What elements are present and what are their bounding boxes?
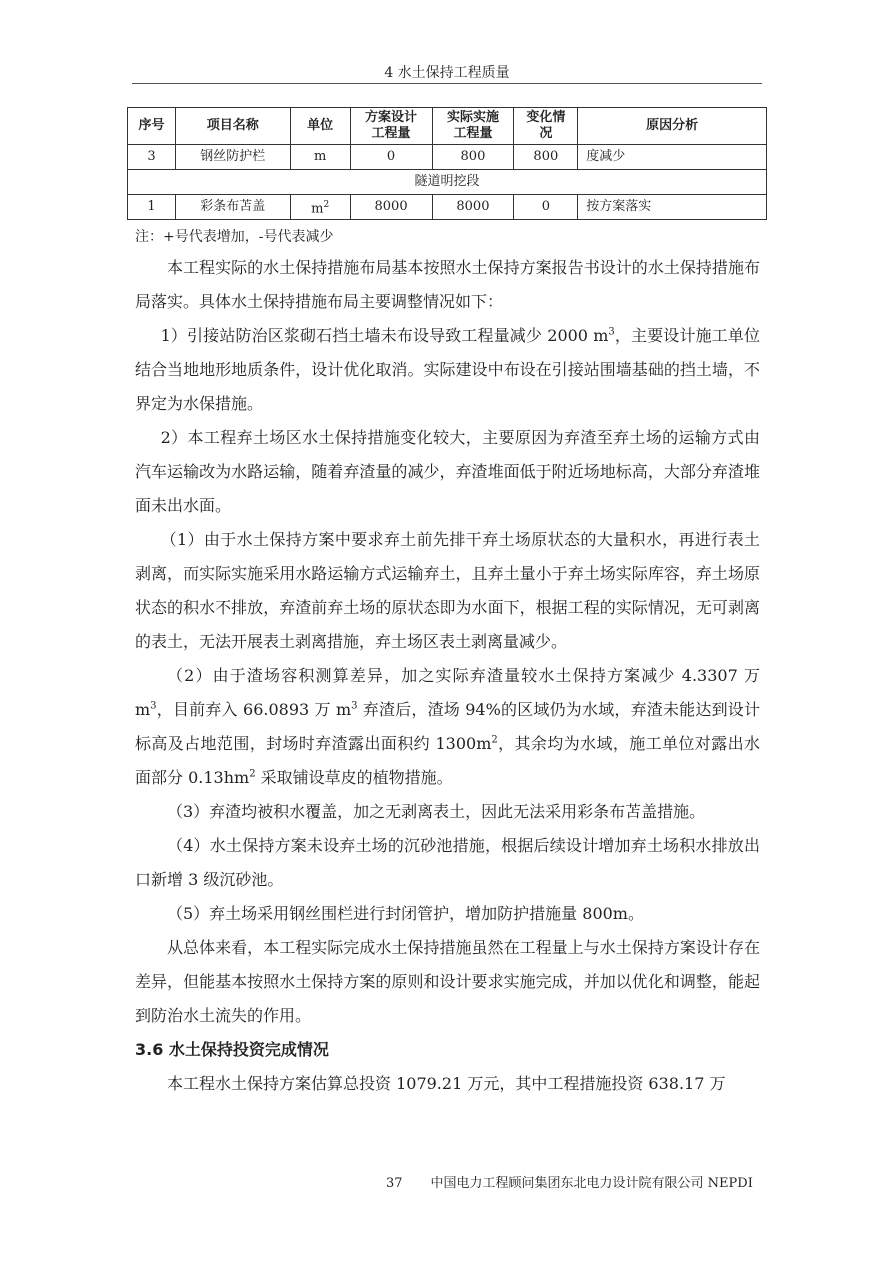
cell-design: 8000 xyxy=(350,195,432,220)
paragraph: 本工程水土保持方案估算总投资 1079.21 万元，其中工程措施投资 638.17 万 xyxy=(167,1074,726,1093)
cell-reason: 度减少 xyxy=(578,145,767,170)
paragraph: 从总体来看，本工程实际完成水土保持措施虽然在工程量上与水土保持方案设计存在差异，但能基本按照水土保持方案的原则和设计要求实施完成，并加以优化和调整，能起到防治水土流失的作用。 xyxy=(135,938,760,1025)
cell-no: 3 xyxy=(128,145,176,170)
cell-name: 钢丝防护栏 xyxy=(175,145,290,170)
superscript: 3 xyxy=(608,326,615,338)
page-footer xyxy=(386,1172,753,1191)
header-reason: 原因分析 xyxy=(578,108,767,145)
body-text-1 xyxy=(135,251,760,1101)
superscript: 3 xyxy=(351,700,358,712)
running-header: 4 水土保持工程质量 xyxy=(384,65,510,81)
text-span: 弃渣后，渣场 94%的区域仍为水域，弃渣未能达到设计标高及占地范围，封场时弃渣露出面积约 1300m xyxy=(135,700,760,753)
cell-actual: 800 xyxy=(432,145,514,170)
section-label: 隧道明挖段 xyxy=(128,170,767,195)
text-span: （2）由于渣场容积测算差异，加之实际弃渣量较水土保持方案减少 4.3307 万 m xyxy=(135,666,760,719)
table-row xyxy=(128,145,767,170)
footer-organization: 中国电力工程顾问集团东北电力设计院有限公司 NEPDI xyxy=(430,1176,753,1191)
paragraph: 2）本工程弃土场区水土保持措施变化较大，主要原因为弃渣至弃土场的运输方式由汽车运输改为水路运输，随着弃渣量的减少，弃渣堆面低于附近场地标高，大部分弃渣堆面未出水面。 xyxy=(135,428,760,515)
unit-text: m xyxy=(311,201,324,217)
cell-no: 1 xyxy=(128,195,176,220)
paragraph: （4）水土保持方案未设弃土场的沉砂池措施，根据后续设计增加弃土场积水排放出口新增 3 级沉砂池。 xyxy=(135,836,760,889)
paragraph: 本工程实际的水土保持措施布局基本按照水土保持方案报告书设计的水土保持措施布局落实。具体水土保持措施布局主要调整情况如下： xyxy=(135,258,760,311)
cell-unit xyxy=(290,195,350,220)
header-design: 方案设计 工程量 xyxy=(350,108,432,145)
cell-change: 0 xyxy=(514,195,578,220)
header-change: 变化情 况 xyxy=(514,108,578,145)
paragraph: （3）弃渣均被积水覆盖，加之无剥离表土，因此无法采用彩条布苫盖措施。 xyxy=(167,802,706,821)
text-span: 1）引接站防治区浆砌石挡土墙未布设导致工程量减少 2000 m xyxy=(160,326,609,345)
text-span: ，主要设计施工单位结合当地地形地质条件，设计优化取消。实际建设中布设在引接站围墙基础的挡土墙，不界定为水保措施。 xyxy=(135,326,760,413)
table-header-row xyxy=(128,108,767,145)
header-no: 序号 xyxy=(128,108,176,145)
unit-sup: 2 xyxy=(323,199,330,210)
text-span: 采取铺设草皮的植物措施。 xyxy=(255,768,453,787)
superscript: 3 xyxy=(150,700,157,712)
cell-unit: m xyxy=(290,145,350,170)
paragraph: （1）由于水土保持方案中要求弃土前先排干弃土场原状态的大量积水，再进行表土剥离，而实际实施采用水路运输方式运输弃土，且弃土量小于弃土场实际库容，弃土场原状态的积水不排放，弃渣前弃土场的原状态即为水面下，根据工程的实际情况，无可剥离的表土，无法开展表土剥离措施，弃土场区表土剥离量减少。 xyxy=(135,530,760,651)
cell-name: 彩条布苫盖 xyxy=(175,195,290,220)
text-span: ，其余均为水域，施工单位对露出水面部分 0.13hm xyxy=(135,734,760,787)
header-actual: 实际实施 工程量 xyxy=(432,108,514,145)
section-heading: 3.6 水土保持投资完成情况 xyxy=(135,1040,329,1059)
paragraph: （5）弃土场采用钢丝围栏进行封闭管护，增加防护措施量 800m。 xyxy=(167,904,644,923)
header-unit: 单位 xyxy=(290,108,350,145)
cell-design: 0 xyxy=(350,145,432,170)
page-number: 37 xyxy=(386,1176,403,1191)
paragraph xyxy=(135,319,760,421)
header-divider xyxy=(132,83,762,84)
superscript: 2 xyxy=(491,734,498,746)
text-span: ，目前弃入 66.0893 万 m xyxy=(156,700,352,719)
cell-actual: 8000 xyxy=(432,195,514,220)
table-note: 注：+号代表增加，-号代表减少 xyxy=(135,229,334,245)
measures-table xyxy=(127,107,767,220)
table-section-row xyxy=(128,170,767,195)
paragraph xyxy=(135,659,760,795)
superscript: 2 xyxy=(249,768,256,780)
cell-change: 800 xyxy=(514,145,578,170)
header-name: 项目名称 xyxy=(175,108,290,145)
table-row xyxy=(128,195,767,220)
cell-reason: 按方案落实 xyxy=(578,195,767,220)
